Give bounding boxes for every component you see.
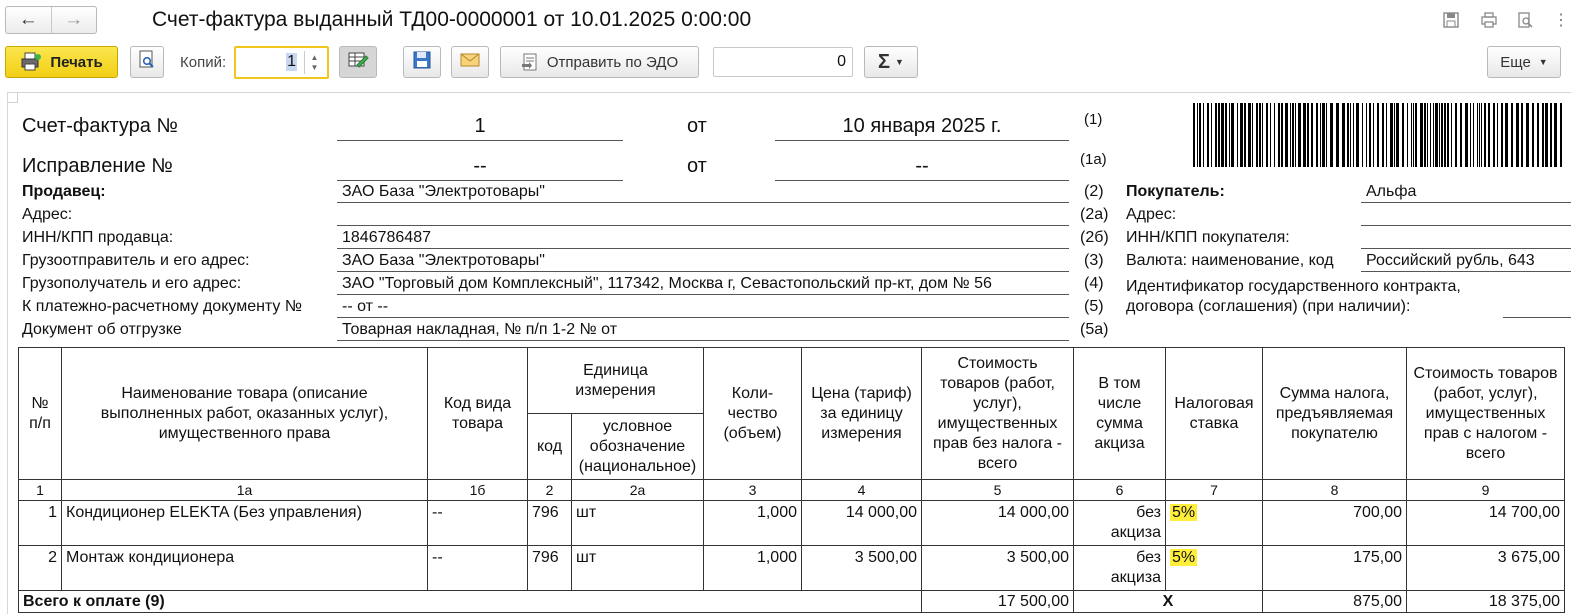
barcode-bar xyxy=(1274,103,1275,167)
barcode-bar xyxy=(1477,103,1478,167)
row-name: Кондиционер ELEKTA (Без управления) xyxy=(62,501,428,546)
barcode-bar xyxy=(1394,103,1395,167)
col-number: 9 xyxy=(1407,480,1565,501)
print-icon xyxy=(20,52,42,72)
barcode-bar xyxy=(1455,103,1457,167)
code-1: (1) xyxy=(1084,111,1103,128)
barcode-bar xyxy=(1497,103,1498,167)
payment-doc-code: (5) xyxy=(1084,298,1104,315)
total-cost: 17 500,00 xyxy=(922,591,1074,613)
row-name: Монтаж кондиционера xyxy=(62,546,428,591)
barcode-bar xyxy=(1427,103,1428,167)
invoice-number: 1 xyxy=(474,115,486,137)
seller-address-label: Адрес: xyxy=(22,206,73,223)
barcode-bar xyxy=(1413,103,1414,167)
col-number: 1а xyxy=(62,480,428,501)
row-qty: 1,000 xyxy=(704,501,802,546)
barcode-bar xyxy=(1278,103,1280,167)
items-table xyxy=(18,347,1565,613)
barcode-bar xyxy=(1424,103,1426,167)
header-price: Цена (тариф) за единицу измерения xyxy=(802,348,922,480)
edit-mode-button[interactable] xyxy=(339,46,377,78)
barcode-bar xyxy=(1481,103,1482,167)
row-unit-code: 796 xyxy=(528,546,572,591)
invoice-date: 10 января 2025 г. xyxy=(842,115,1002,137)
barcode-bar xyxy=(1353,103,1354,167)
barcode-bar xyxy=(1362,103,1363,167)
buyer-inn-label: ИНН/КПП покупателя: xyxy=(1126,229,1290,246)
sum-icon: Σ xyxy=(878,50,891,73)
col-number: 5 xyxy=(922,480,1074,501)
tax-rate-highlight: 5% xyxy=(1172,549,1196,566)
barcode-bar xyxy=(1292,103,1294,167)
barcode-bar xyxy=(1199,103,1201,167)
header-qty: Коли-чество (объем) xyxy=(704,348,802,480)
barcode-bar xyxy=(1326,103,1327,167)
barcode-bar xyxy=(1356,103,1359,167)
barcode-bar xyxy=(1439,103,1440,167)
contract-label-line-1: Идентификатор государственного контракта, xyxy=(1126,278,1461,295)
barcode-bar xyxy=(1545,103,1548,167)
barcode-bar xyxy=(1396,103,1399,167)
print-button[interactable] xyxy=(5,46,118,78)
counter-field[interactable]: 0 xyxy=(713,47,853,77)
barcode-bar xyxy=(1322,103,1325,167)
navigation-group xyxy=(5,6,97,34)
barcode-bar xyxy=(1366,103,1367,167)
barcode-bar xyxy=(1285,103,1288,167)
save-file-button[interactable] xyxy=(403,46,441,78)
barcode-bar xyxy=(1511,103,1513,167)
header-tax-rate: Налоговая ставка xyxy=(1166,348,1263,480)
col-number: 1б xyxy=(428,480,528,501)
currency-value: Российский рубль, 643 xyxy=(1366,252,1535,269)
barcode-bar xyxy=(1369,103,1371,167)
barcode-bar xyxy=(1447,103,1449,167)
row-kind: -- xyxy=(428,501,528,546)
row-kind: -- xyxy=(428,546,528,591)
payment-doc-label: К платежно-расчетному документу № xyxy=(22,298,303,315)
row-num: 1 xyxy=(19,501,62,546)
spin-up-icon[interactable]: ▲ xyxy=(310,52,319,62)
barcode-bar xyxy=(1560,103,1562,167)
barcode-bar xyxy=(1347,103,1349,167)
printer-icon[interactable] xyxy=(1479,10,1499,30)
invoice-document xyxy=(7,92,1571,614)
barcode-bar xyxy=(1237,103,1238,167)
header-excise: В том числе сумма акциза xyxy=(1074,348,1166,480)
seller-inn-code: (2б) xyxy=(1080,229,1109,246)
barcode-bar xyxy=(1521,103,1523,167)
header-cost-w-tax: Стоимость товаров (работ, услуг), имущественных прав с налогом - всего xyxy=(1407,348,1565,480)
copies-value: 1 xyxy=(287,53,296,70)
seller-inn-value: 1846786487 xyxy=(342,229,431,246)
barcode-bar xyxy=(1336,103,1339,167)
more-label: Еще xyxy=(1500,53,1531,71)
header-unit-code: код xyxy=(528,414,572,480)
barcode-bar xyxy=(1377,103,1379,167)
barcode-bar xyxy=(1479,103,1480,167)
barcode-bar xyxy=(1248,103,1251,167)
consignee-label: Грузополучатель и его адрес: xyxy=(22,275,242,292)
barcode-bar xyxy=(1402,103,1404,167)
row-num: 2 xyxy=(19,546,62,591)
row-qty: 1,000 xyxy=(704,546,802,591)
row-excise: без акциза xyxy=(1074,501,1166,546)
more-dropdown-icon: ▼ xyxy=(1538,57,1548,67)
envelope-icon xyxy=(460,52,480,72)
barcode-bar xyxy=(1311,103,1313,167)
seller-address-code: (2а) xyxy=(1080,206,1109,223)
header-name: Наименование товара (описание выполненных работ, оказанных услуг), имущественного права xyxy=(62,348,428,480)
buyer-label: Покупатель: xyxy=(1126,183,1225,200)
shipper-code: (3) xyxy=(1084,252,1104,269)
barcode-bar xyxy=(1221,103,1224,167)
barcode-bar xyxy=(1444,103,1446,167)
row-tax: 175,00 xyxy=(1263,546,1407,591)
barcode-bar xyxy=(1554,103,1557,167)
barcode-bar xyxy=(1526,103,1529,167)
toolbar xyxy=(0,44,1571,82)
seller-value: ЗАО База "Электротовары" xyxy=(342,183,545,200)
total-tax: 875,00 xyxy=(1263,591,1407,613)
barcode-bar xyxy=(1231,103,1234,167)
back-arrow-icon[interactable]: ← xyxy=(18,9,38,30)
spin-down-icon[interactable]: ▼ xyxy=(310,62,319,72)
barcode-bar xyxy=(1373,103,1374,167)
barcode-bar xyxy=(1262,103,1263,167)
shipment-doc-value: Товарная накладная, № п/п 1-2 № от xyxy=(342,321,618,338)
barcode-bar xyxy=(1411,103,1412,167)
invoice-title-label: Счет-фактура № xyxy=(22,115,178,137)
forward-arrow-icon[interactable]: → xyxy=(51,7,97,33)
barcode-bar xyxy=(1298,103,1301,167)
floppy-icon xyxy=(412,50,432,74)
barcode-bar xyxy=(1218,103,1220,167)
sum-button[interactable] xyxy=(864,46,918,78)
barcode-bar xyxy=(1420,103,1423,167)
barcode-bar xyxy=(1295,103,1296,167)
barcode-bar xyxy=(1290,103,1291,167)
barcode-bar xyxy=(1382,103,1384,167)
barcode-bar xyxy=(1390,103,1393,167)
barcode-bar xyxy=(1330,103,1333,167)
code-1a: (1а) xyxy=(1080,151,1107,168)
barcode-bar xyxy=(1433,103,1434,167)
total-excise: X xyxy=(1074,591,1263,613)
barcode-bar xyxy=(1256,103,1258,167)
barcode-bar xyxy=(1342,103,1345,167)
total-total: 18 375,00 xyxy=(1407,591,1565,613)
contract-label-line-2: договора (соглашения) (при наличии): xyxy=(1126,298,1411,315)
col-number: 2 xyxy=(528,480,572,501)
header-cost-wo-tax: Стоимость товаров (работ, услуг), имущественных прав без налога - всего xyxy=(922,348,1074,480)
row-total: 3 675,00 xyxy=(1407,546,1565,591)
barcode-bar xyxy=(1307,103,1309,167)
preview-button[interactable] xyxy=(130,46,164,78)
barcode-bar xyxy=(1550,103,1552,167)
barcode-bar xyxy=(1193,103,1195,167)
print-button-label: Печать xyxy=(50,53,103,71)
consignee-code: (4) xyxy=(1084,275,1104,292)
seller-inn-label: ИНН/КПП продавца: xyxy=(22,229,174,246)
row-price: 14 000,00 xyxy=(802,501,922,546)
barcode-bar xyxy=(1252,103,1253,167)
column-numbers-row xyxy=(19,480,1565,501)
barcode-bar xyxy=(1281,103,1283,167)
barcode-bar xyxy=(1501,103,1503,167)
total-label: Всего к оплате (9) xyxy=(19,591,922,613)
barcode xyxy=(1193,103,1563,167)
barcode-bar xyxy=(1542,103,1544,167)
barcode-bar xyxy=(1465,103,1468,167)
correction-label: Исправление № xyxy=(22,155,173,177)
barcode-bar xyxy=(1484,103,1486,167)
barcode-bar xyxy=(1407,103,1408,167)
col-number: 7 xyxy=(1166,480,1263,501)
barcode-bar xyxy=(1505,103,1508,167)
row-unit-code: 796 xyxy=(528,501,572,546)
barcode-bar xyxy=(1516,103,1519,167)
email-button[interactable] xyxy=(451,46,489,78)
barcode-bar xyxy=(1386,103,1387,167)
row-unit-name: шт xyxy=(572,546,704,591)
row-tax: 700,00 xyxy=(1263,501,1407,546)
row-excise: без акциза xyxy=(1074,546,1166,591)
barcode-bar xyxy=(1225,103,1227,167)
barcode-bar xyxy=(1532,103,1534,167)
barcode-bar xyxy=(1259,103,1261,167)
header-num: № п/п xyxy=(19,348,62,480)
preview-icon[interactable] xyxy=(1515,10,1535,30)
correction-number: -- xyxy=(473,155,487,177)
barcode-bar xyxy=(1203,103,1204,167)
seller-label: Продавец: xyxy=(22,183,106,200)
shipper-label: Грузоотправитель и его адрес: xyxy=(22,252,250,269)
corner-marker xyxy=(8,93,18,103)
currency-label: Валюта: наименование, код xyxy=(1126,252,1334,269)
col-number: 6 xyxy=(1074,480,1166,501)
barcode-bar xyxy=(1229,103,1230,167)
header-tax-sum: Сумма налога, предъявляемая покупателю xyxy=(1263,348,1407,480)
barcode-bar xyxy=(1316,103,1318,167)
row-cost: 3 500,00 xyxy=(922,546,1074,591)
header-unit: Единица измерения xyxy=(528,348,704,414)
barcode-bar xyxy=(1430,103,1431,167)
barcode-bar xyxy=(1350,103,1351,167)
barcode-bar xyxy=(1320,103,1321,167)
edit-table-icon xyxy=(347,50,369,74)
payment-doc-value: -- от -- xyxy=(342,298,389,315)
col-number: 4 xyxy=(802,480,922,501)
barcode-bar xyxy=(1473,103,1474,167)
barcode-bar xyxy=(1240,103,1243,167)
tax-rate-highlight: 5% xyxy=(1172,504,1196,521)
barcode-bar xyxy=(1215,103,1217,167)
save-icon[interactable] xyxy=(1441,10,1461,30)
table-row[interactable] xyxy=(19,546,1565,591)
barcode-bar xyxy=(1460,103,1462,167)
row-rate xyxy=(1166,546,1263,591)
title-bar xyxy=(0,0,1571,40)
row-price: 3 500,00 xyxy=(802,546,922,591)
barcode-bar xyxy=(1303,103,1306,167)
barcode-bar xyxy=(1493,103,1495,167)
shipment-doc-label: Документ об отгрузке xyxy=(22,321,182,338)
barcode-bar xyxy=(1537,103,1539,167)
preview-doc-icon xyxy=(138,50,156,74)
dropdown-arrow-icon: ▼ xyxy=(895,57,904,67)
consignee-value: ЗАО "Торговый дом Комплексный", 117342, Москва г, Севастопольский пр-кт, дом № 56 xyxy=(342,275,992,292)
header-unit-name: условное обозначение (национальное) xyxy=(572,414,704,480)
barcode-bar xyxy=(1197,103,1198,167)
window-title: Счет-фактура выданный ТД00-0000001 от 10.01.2025 0:00:00 xyxy=(152,8,752,31)
col-number: 8 xyxy=(1263,480,1407,501)
col-number: 2а xyxy=(572,480,704,501)
col-number: 3 xyxy=(704,480,802,501)
more-vertical-icon[interactable]: ⋮ xyxy=(1553,12,1569,29)
row-cost: 14 000,00 xyxy=(922,501,1074,546)
barcode-bar xyxy=(1211,103,1212,167)
copies-input[interactable] xyxy=(234,46,329,79)
seller-code: (2) xyxy=(1084,183,1104,200)
correction-from-label: от xyxy=(687,155,707,177)
barcode-bar xyxy=(1488,103,1490,167)
barcode-bar xyxy=(1415,103,1417,167)
barcode-bar xyxy=(1451,103,1452,167)
barcode-bar xyxy=(1207,103,1209,167)
more-button[interactable] xyxy=(1487,46,1561,78)
table-row[interactable] xyxy=(19,501,1565,546)
edo-send-icon xyxy=(521,53,539,71)
barcode-bar xyxy=(1441,103,1443,167)
header-kind-code: Код вида товара xyxy=(428,348,528,480)
shipment-doc-code: (5а) xyxy=(1080,321,1109,338)
barcode-bar xyxy=(1244,103,1246,167)
correction-date: -- xyxy=(915,155,929,177)
row-total: 14 700,00 xyxy=(1407,501,1565,546)
row-unit-name: шт xyxy=(572,501,704,546)
copies-spinner[interactable] xyxy=(304,51,324,74)
shipper-value: ЗАО База "Электротовары" xyxy=(342,252,545,269)
barcode-bar xyxy=(1470,103,1471,167)
barcode-bar xyxy=(1270,103,1271,167)
barcode-bar xyxy=(1266,103,1268,167)
buyer-value: Альфа xyxy=(1366,183,1417,200)
col-number: 1 xyxy=(19,480,62,501)
send-edo-label: Отправить по ЭДО xyxy=(546,53,679,71)
row-rate xyxy=(1166,501,1263,546)
send-edo-button[interactable] xyxy=(500,46,699,78)
total-row xyxy=(19,591,1565,613)
invoice-from-label: от xyxy=(687,115,707,137)
copies-label: Копий: xyxy=(180,54,227,71)
barcode-bar xyxy=(1435,103,1438,167)
buyer-address-label: Адрес: xyxy=(1126,206,1177,223)
